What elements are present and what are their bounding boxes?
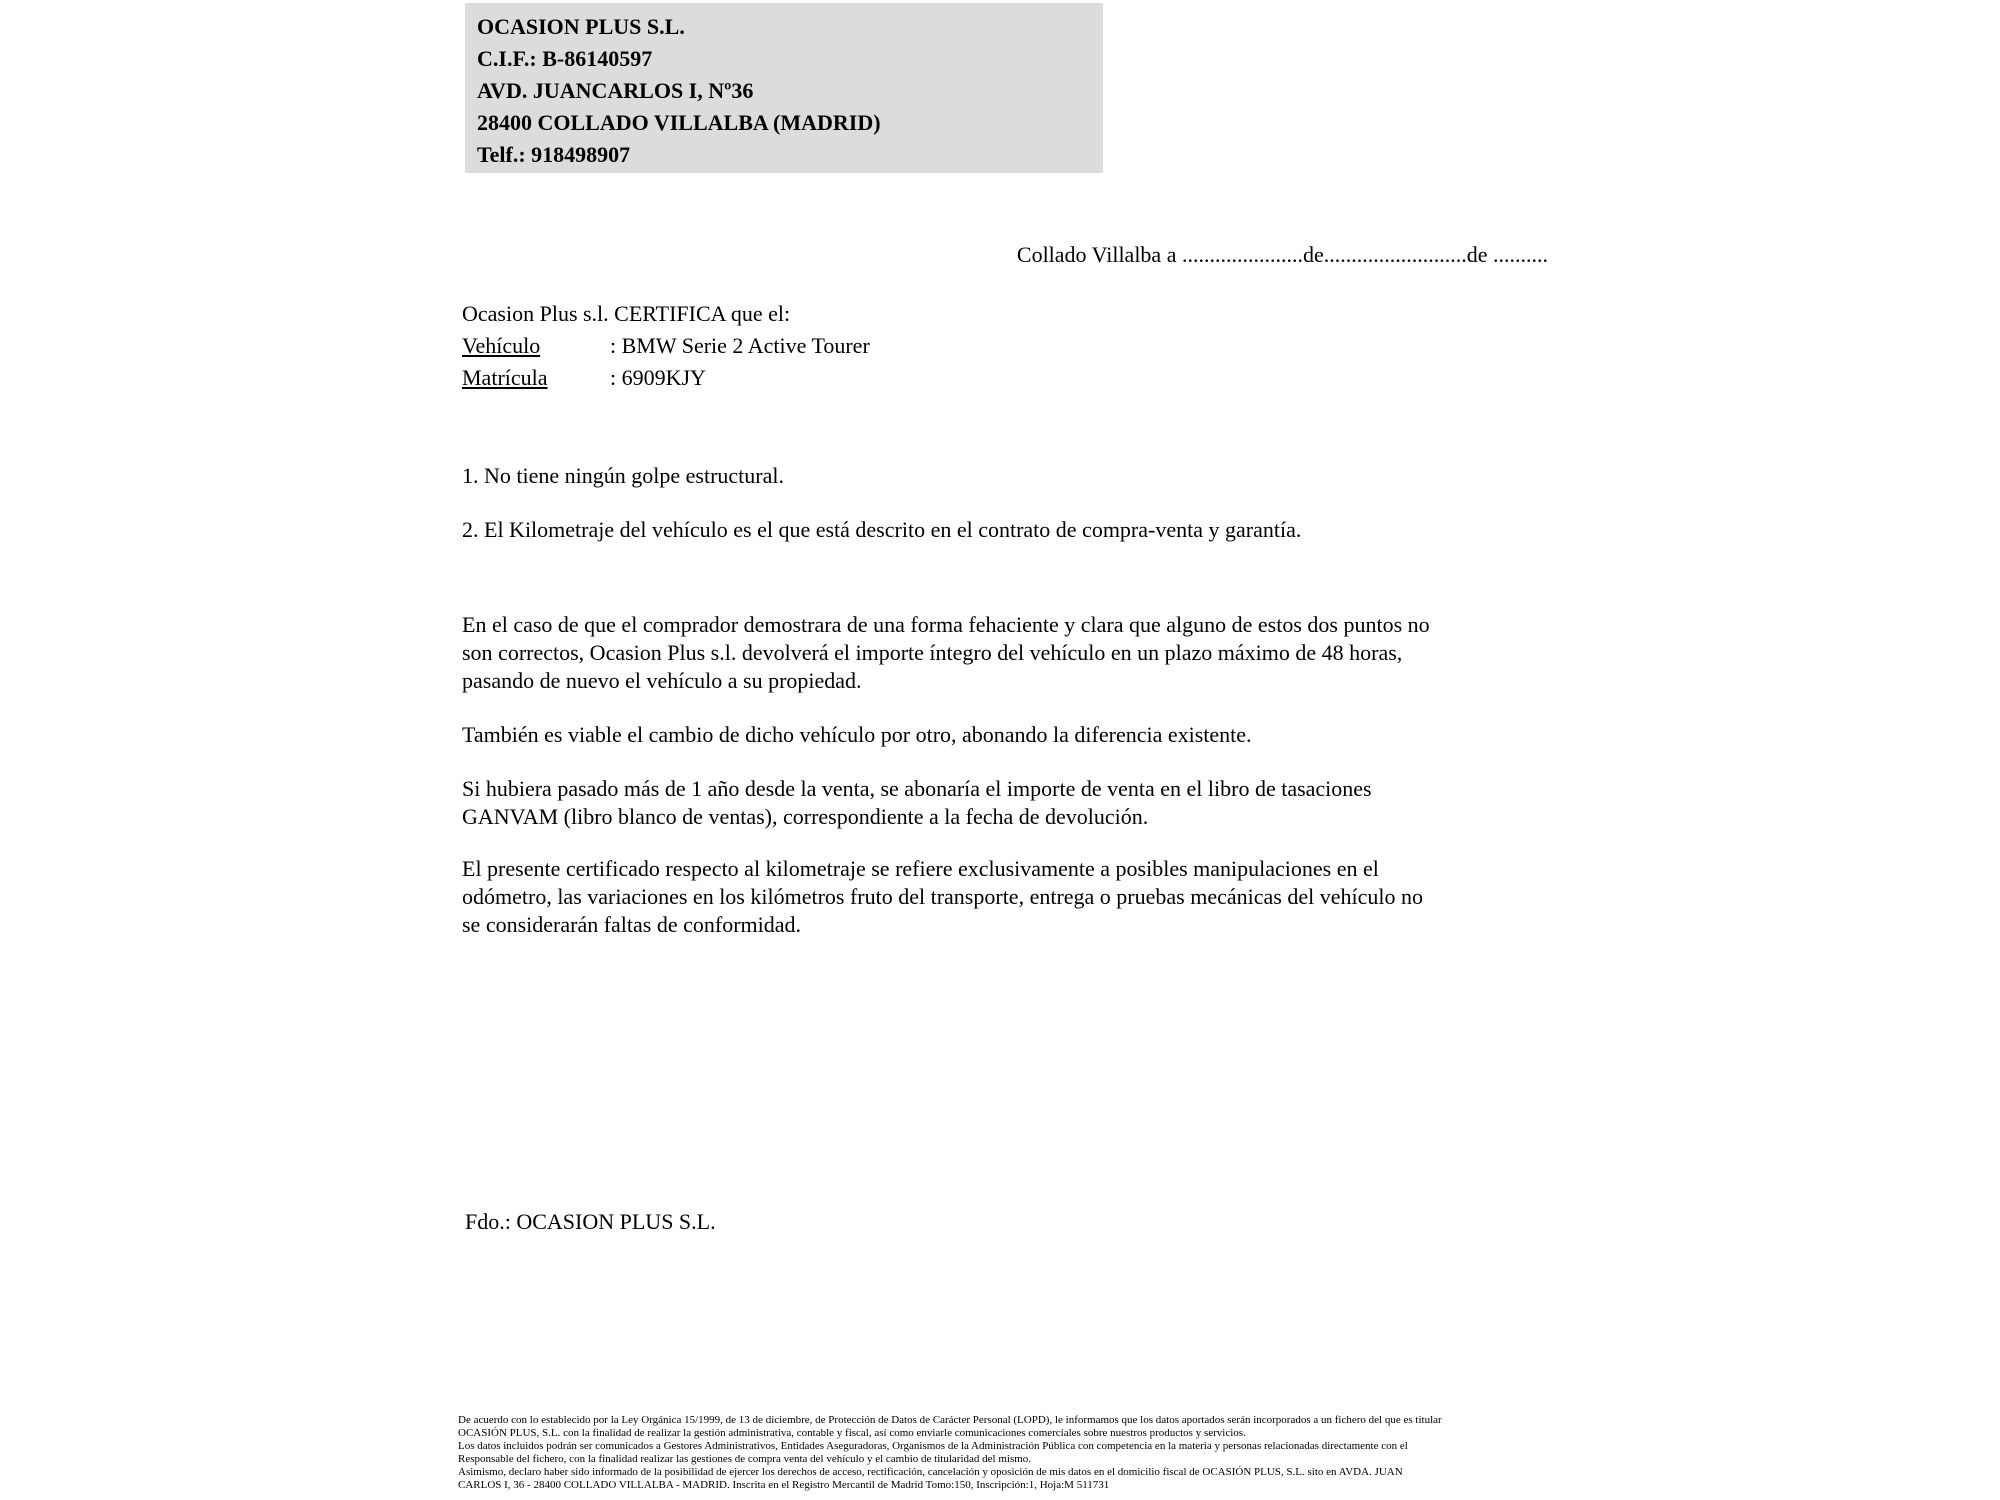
- paragraph-line: odómetro, las variaciones en los kilómetros fruto del transporte, entrega o pruebas mecánicas del vehículo no: [462, 884, 1423, 909]
- company-name: OCASION PLUS S.L.: [477, 14, 685, 39]
- vehicle-label: Vehículo: [462, 333, 541, 358]
- legal-data-protection-notice: [458, 1414, 1442, 1493]
- paragraph-exchange-option: [462, 721, 1252, 749]
- certified-point-1: 1. No tiene ningún golpe estructural.: [462, 463, 784, 488]
- paragraph-line: También es viable el cambio de dicho vehículo por otro, abonando la diferencia existente.: [462, 722, 1252, 747]
- company-city: 28400 COLLADO VILLALBA (MADRID): [477, 110, 881, 135]
- company-cif: C.I.F.: B-86140597: [477, 46, 653, 71]
- paragraph-line: En el caso de que el comprador demostrara de una forma fehaciente y clara que alguno de estos dos puntos no: [462, 612, 1430, 637]
- paragraph-ganvam-valuation: [462, 775, 1372, 831]
- paragraph-line: GANVAM (libro blanco de ventas), correspondiente a la fecha de devolución.: [462, 804, 1149, 829]
- certify-intro: Ocasion Plus s.l. CERTIFICA que el:: [462, 301, 791, 326]
- company-phone: Telf.: 918498907: [477, 142, 631, 167]
- legal-footer-line: Los datos incluidos podrán ser comunicados a Gestores Administrativos, Entidades Aseguradoras, Organismos de la Administración Pública con competencia en la materia y personas relacionadas directamente con el: [458, 1440, 1408, 1453]
- date-fill-in-line: Collado Villalba a ......................de..........................de ..........: [1016, 242, 1548, 267]
- company-address: AVD. JUANCARLOS I, Nº36: [477, 78, 754, 103]
- plate-value: : 6909KJY: [610, 365, 706, 390]
- paragraph-line: pasando de nuevo el vehículo a su propiedad.: [462, 668, 862, 693]
- paragraph-line: se considerarán faltas de conformidad.: [462, 912, 802, 937]
- legal-footer-line: Responsable del fichero, con la finalidad realizar las gestiones de compra venta del vehículo y el cambio de titularidad del mismo.: [458, 1453, 1032, 1466]
- signature-line: Fdo.: OCASION PLUS S.L.: [465, 1209, 716, 1234]
- paragraph-odometer-disclaimer: [462, 855, 1423, 939]
- paragraph-refund-terms: [462, 611, 1430, 695]
- vehicle-row: [462, 330, 870, 362]
- plate-label: Matrícula: [462, 365, 548, 390]
- legal-footer-line: De acuerdo con lo establecido por la Ley Orgánica 15/1999, de 13 de diciembre, de Protección de Datos de Carácter Personal (LOPD), le informamos que los datos aportados serán incorporados a un fichero del que es titular: [458, 1414, 1442, 1426]
- certified-point-2: 2. El Kilometraje del vehículo es el que está descrito en el contrato de compra-venta y garantía.: [462, 517, 1302, 542]
- certification-block: [462, 298, 870, 394]
- legal-footer-line: Asimismo, declaro haber sido informado de la posibilidad de ejercer los derechos de acceso, rectificación, cancelación y oposición de mis datos en el domicilio fiscal de OCASIÓN PLUS, S.L. sito en AVDA. JUAN: [458, 1466, 1403, 1479]
- company-info-box: [465, 3, 1103, 173]
- vehicle-value: : BMW Serie 2 Active Tourer: [610, 333, 870, 358]
- paragraph-line: Si hubiera pasado más de 1 año desde la venta, se abonaría el importe de venta en el libro de tasaciones: [462, 776, 1372, 801]
- paragraph-line: son correctos, Ocasion Plus s.l. devolverá el importe íntegro del vehículo en un plazo máximo de 48 horas,: [462, 640, 1403, 665]
- legal-footer-line: OCASIÓN PLUS, S.L. con la finalidad de realizar la gestión administrativa, contable y fiscal, así como enviarle comunicaciones comerciales sobre nuestros productos y servicios.: [458, 1427, 1246, 1440]
- paragraph-line: El presente certificado respecto al kilometraje se refiere exclusivamente a posibles manipulaciones en el: [462, 856, 1379, 881]
- plate-row: [462, 362, 870, 394]
- legal-footer-line: CARLOS I, 36 - 28400 COLLADO VILLALBA - MADRID. Inscrita en el Registro Mercantil de Madrid Tomo:150, Inscripción:1, Hoja:M 511731: [458, 1479, 1110, 1492]
